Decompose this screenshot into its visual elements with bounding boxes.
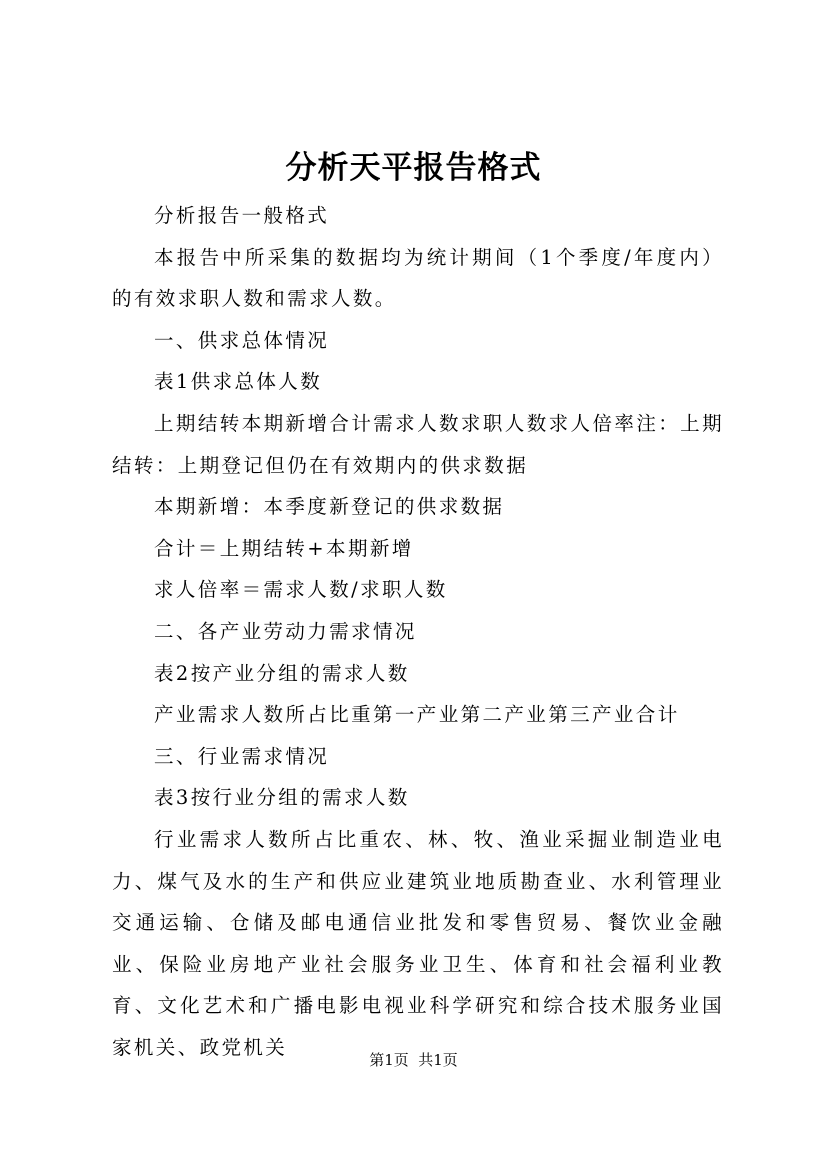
section-heading-3: 三、行业需求情况 <box>154 744 330 768</box>
paragraph-intro: 本报告中所采集的数据均为统计期间（1个季度/年度内）的有效求职人数和需求人数。 <box>112 245 724 311</box>
page-footer: 第1页 共1页 <box>369 1051 458 1069</box>
table-caption-1: 表1供求总体人数 <box>154 370 323 394</box>
table-3-content: 行业需求人数所占比重农、林、牧、渔业采掘业制造业电力、煤气及水的生产和供应业建筑业地质勘查业、水利管理业交通运输、仓储及邮电通信业批发和零售贸易、餐饮业金融业、保险业房地产业社会服务业卫生、体育和社会福利业教育、文化艺术和广播电影电视业科学研究和综合技术服务业国家机关、政党机关 <box>112 827 724 1059</box>
section-heading-1: 一、供求总体情况 <box>154 328 330 352</box>
note-new-this-period: 本期新增：本季度新登记的供求数据 <box>154 495 505 519</box>
document-body <box>112 195 724 1068</box>
document-title: 分析天平报告格式 <box>285 150 542 186</box>
section-heading-2: 二、各产业劳动力需求情况 <box>154 619 417 643</box>
table-caption-3: 表3按行业分组的需求人数 <box>154 786 410 810</box>
table-2-content: 产业需求人数所占比重第一产业第二产业第三产业合计 <box>154 703 680 727</box>
paragraph-heading-format: 分析报告一般格式 <box>154 204 330 227</box>
table-caption-2: 表2按产业分组的需求人数 <box>154 661 410 685</box>
note-ratio: 求人倍率＝需求人数/求职人数 <box>154 578 448 602</box>
note-total: 合计＝上期结转+本期新增 <box>154 536 414 560</box>
table-1-content: 上期结转本期新增合计需求人数求职人数求人倍率注：上期结转：上期登记但仍在有效期内的供求数据 <box>112 411 724 477</box>
